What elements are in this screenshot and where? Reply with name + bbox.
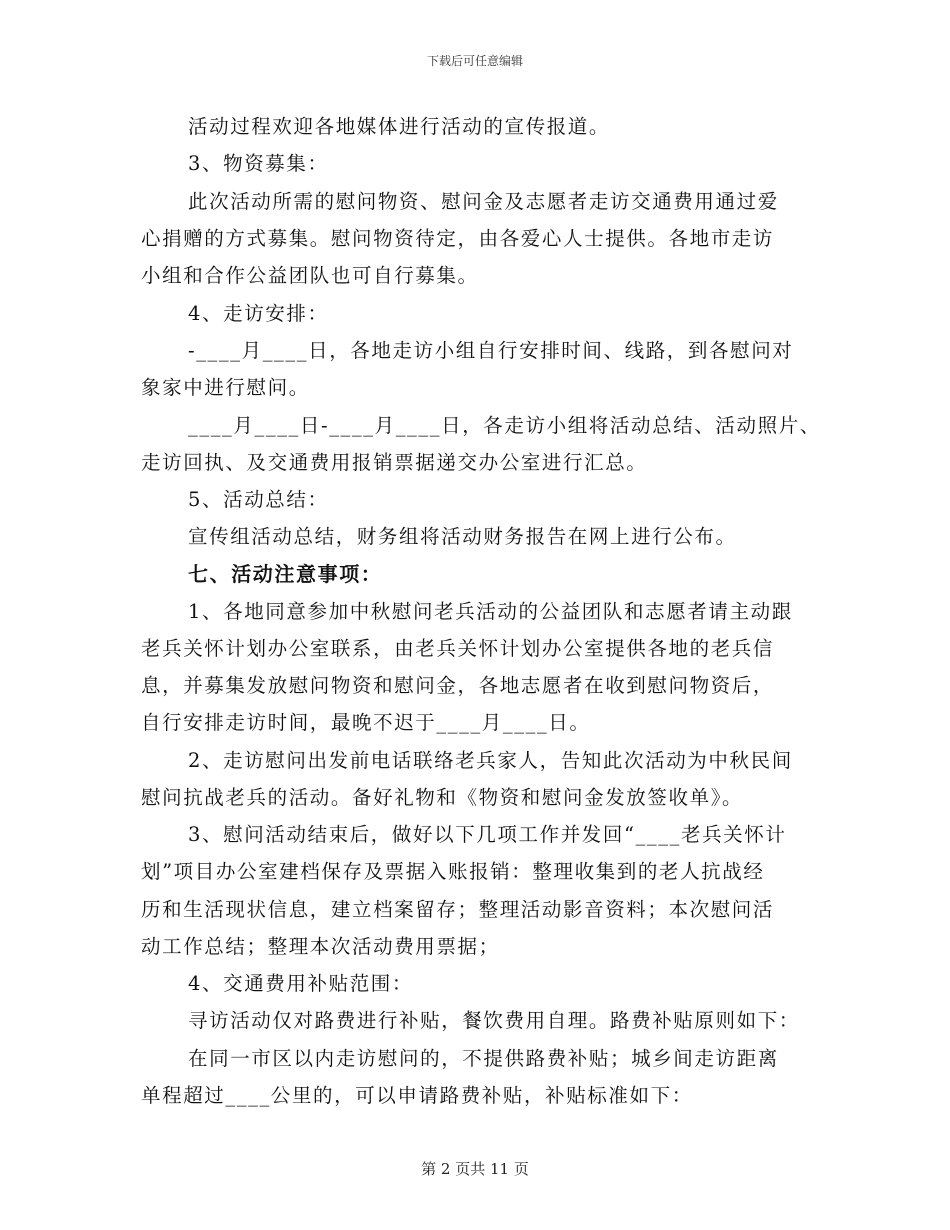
body-line: 2、走访慰问出发前电话联络老兵家人，告知此次活动为中秋民间	[188, 749, 793, 772]
body-line: 单程超过____公里的，可以申请路费补贴，补贴标准如下：	[141, 1084, 693, 1107]
section-heading: 5、活动总结：	[188, 488, 329, 511]
body-line: 此次活动所需的慰问物资、慰问金及志愿者走访交通费用通过爱	[188, 190, 779, 213]
body-line: -____月____日，各地走访小组自行安排时间、线路，到各慰问对	[188, 339, 794, 362]
body-line: 活动过程欢迎各地媒体进行活动的宣传报道。	[188, 115, 611, 138]
chapter-heading: 七、活动注意事项：	[188, 562, 383, 586]
body-line: 1、各地同意参加中秋慰问老兵活动的公益团队和志愿者请主动跟	[188, 600, 793, 623]
section-heading: 3、物资募集：	[188, 152, 329, 175]
body-line: 划”项目办公室建档保存及票据入账报销：整理收集到的老人抗战经	[141, 860, 765, 883]
body-line: 象家中进行慰问。	[141, 376, 310, 399]
page-header: 下载后可任意编辑	[426, 54, 523, 68]
body-line: 宣传组活动总结，财务组将活动财务报告在网上进行公布。	[188, 525, 737, 548]
body-line: 在同一市区以内走访慰问的，不提供路费补贴；城乡间走访距离	[188, 1047, 779, 1070]
body-line: 寻访活动仅对路费进行补贴，餐饮费用自理。路费补贴原则如下：	[188, 1009, 800, 1032]
body-line: 老兵关怀计划办公室联系，由老兵关怀计划办公室提供各地的老兵信	[141, 637, 775, 660]
body-line: 慰问抗战老兵的活动。备好礼物和《物资和慰问金发放签收单》。	[141, 786, 744, 809]
body-line: 息，并募集发放慰问物资和慰问金，各地志愿者在收到慰问物资后，	[141, 674, 775, 697]
body-line: 历和生活现状信息，建立档案留存；整理活动影音资料；本次慰问活	[141, 898, 775, 921]
body-line: 动工作总结；整理本次活动费用票据；	[141, 935, 500, 958]
section-heading: 4、交通费用补贴范围：	[188, 972, 414, 995]
body-line: 自行安排走访时间，最晚不迟于____月____日。	[141, 711, 591, 734]
body-line: 3、慰问活动结束后，做好以下几项工作并发回“____老兵关怀计	[188, 823, 787, 846]
body-line: 走访回执、及交通费用报销票据递交办公室进行汇总。	[141, 451, 648, 474]
body-line: 小组和合作公益团队也可自行募集。	[141, 264, 479, 287]
body-line: ____月____日-____月____日，各走访小组将活动总结、活动照片、	[188, 414, 821, 437]
body-line: 心捐赠的方式募集。慰问物资待定，由各爱心人士提供。各地市走访	[141, 227, 775, 250]
section-heading: 4、走访安排：	[188, 302, 329, 325]
page-footer: 第 2 页共 11 页	[421, 1160, 529, 1178]
